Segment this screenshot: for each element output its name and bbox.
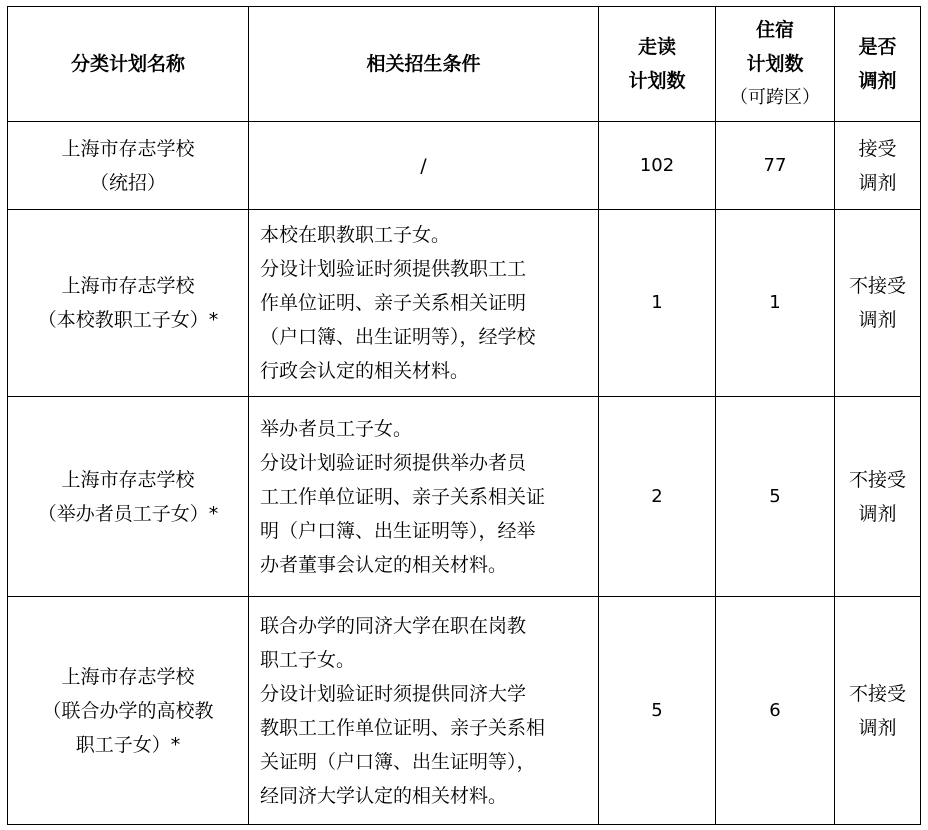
plan-name-line: 上海市存志学校 — [61, 275, 195, 297]
board-plan-count: 77 — [716, 122, 835, 210]
header-adjust — [835, 7, 921, 122]
day-plan-count: 102 — [599, 122, 716, 210]
header-board-line: 计划数 — [746, 53, 804, 75]
plan-name-line: 职工子女）* — [75, 733, 181, 756]
condition-line: （户口簿、出生证明等），经学校 — [260, 326, 536, 348]
plan-name — [8, 122, 249, 210]
header-board-plan — [716, 7, 835, 122]
enrollment-plan-table — [7, 6, 921, 825]
header-adjust-line: 是否 — [858, 36, 897, 58]
adjust-status — [835, 597, 921, 825]
condition-line: 作单位证明、亲子关系相关证明 — [260, 292, 527, 314]
plan-name-line: （联合办学的高校教 — [42, 699, 214, 722]
board-plan-count: 5 — [716, 397, 835, 597]
plan-name-line: 上海市存志学校 — [61, 468, 195, 491]
header-conditions: 相关招生条件 — [249, 7, 599, 122]
table-row — [8, 122, 921, 210]
condition-line: 工工作单位证明、亲子关系相关证 — [260, 485, 546, 508]
adjust-line: 不接受 — [848, 468, 906, 491]
condition-line: 教职工工作单位证明、亲子关系相 — [260, 716, 546, 739]
condition-line: 行政会认定的相关材料。 — [260, 360, 470, 382]
condition-line: 明（户口簿、出生证明等），经举 — [260, 519, 536, 542]
header-board-line: （可跨区） — [730, 87, 820, 108]
condition-line: 关证明（户口簿、出生证明等）， — [260, 750, 536, 773]
condition-line: 分设计划验证时须提供教职工工 — [260, 258, 527, 280]
plan-name — [8, 210, 249, 397]
adjust-line: 接受 — [858, 137, 897, 160]
plan-conditions — [249, 210, 599, 397]
plan-conditions — [249, 597, 599, 825]
day-plan-count: 1 — [599, 210, 716, 397]
header-day-line: 走读 — [637, 36, 676, 58]
adjust-line: 不接受 — [848, 275, 906, 297]
adjust-line: 不接受 — [848, 682, 906, 705]
plan-name — [8, 397, 249, 597]
header-adjust-line: 调剂 — [858, 70, 897, 92]
header-board-line: 住宿 — [755, 19, 794, 41]
plan-name-line: 上海市存志学校 — [61, 665, 195, 688]
condition-line: 办者董事会认定的相关材料。 — [260, 553, 508, 576]
adjust-line: 调剂 — [858, 502, 897, 525]
condition-line: 分设计划验证时须提供举办者员 — [260, 451, 527, 474]
table-row — [8, 397, 921, 597]
day-plan-count: 2 — [599, 397, 716, 597]
adjust-status — [835, 122, 921, 210]
header-day-plan — [599, 7, 716, 122]
condition-line: 联合办学的同济大学在职在岗教 — [260, 614, 527, 637]
board-plan-count: 1 — [716, 210, 835, 397]
plan-name-line: （举办者员工子女）* — [37, 502, 219, 525]
header-name: 分类计划名称 — [8, 7, 249, 122]
day-plan-count: 5 — [599, 597, 716, 825]
adjust-status — [835, 210, 921, 397]
adjust-line: 调剂 — [858, 716, 897, 739]
plan-conditions — [249, 397, 599, 597]
condition-line: / — [420, 154, 427, 177]
adjust-status — [835, 397, 921, 597]
plan-name-line: （统招） — [89, 171, 166, 194]
plan-name-line: （本校教职工子女）* — [37, 309, 219, 331]
header-day-line: 计划数 — [628, 70, 686, 92]
header-row — [8, 7, 921, 122]
condition-line: 本校在职教职工子女。 — [260, 224, 451, 246]
condition-line: 职工子女。 — [260, 648, 356, 671]
condition-line: 分设计划验证时须提供同济大学 — [260, 682, 527, 705]
plan-name — [8, 597, 249, 825]
adjust-line: 调剂 — [858, 171, 897, 194]
board-plan-count: 6 — [716, 597, 835, 825]
condition-line: 举办者员工子女。 — [260, 417, 413, 440]
plan-conditions — [249, 122, 599, 210]
table-row — [8, 597, 921, 825]
table-row — [8, 210, 921, 397]
adjust-line: 调剂 — [858, 309, 897, 331]
condition-line: 经同济大学认定的相关材料。 — [260, 784, 508, 807]
plan-name-line: 上海市存志学校 — [61, 137, 195, 160]
